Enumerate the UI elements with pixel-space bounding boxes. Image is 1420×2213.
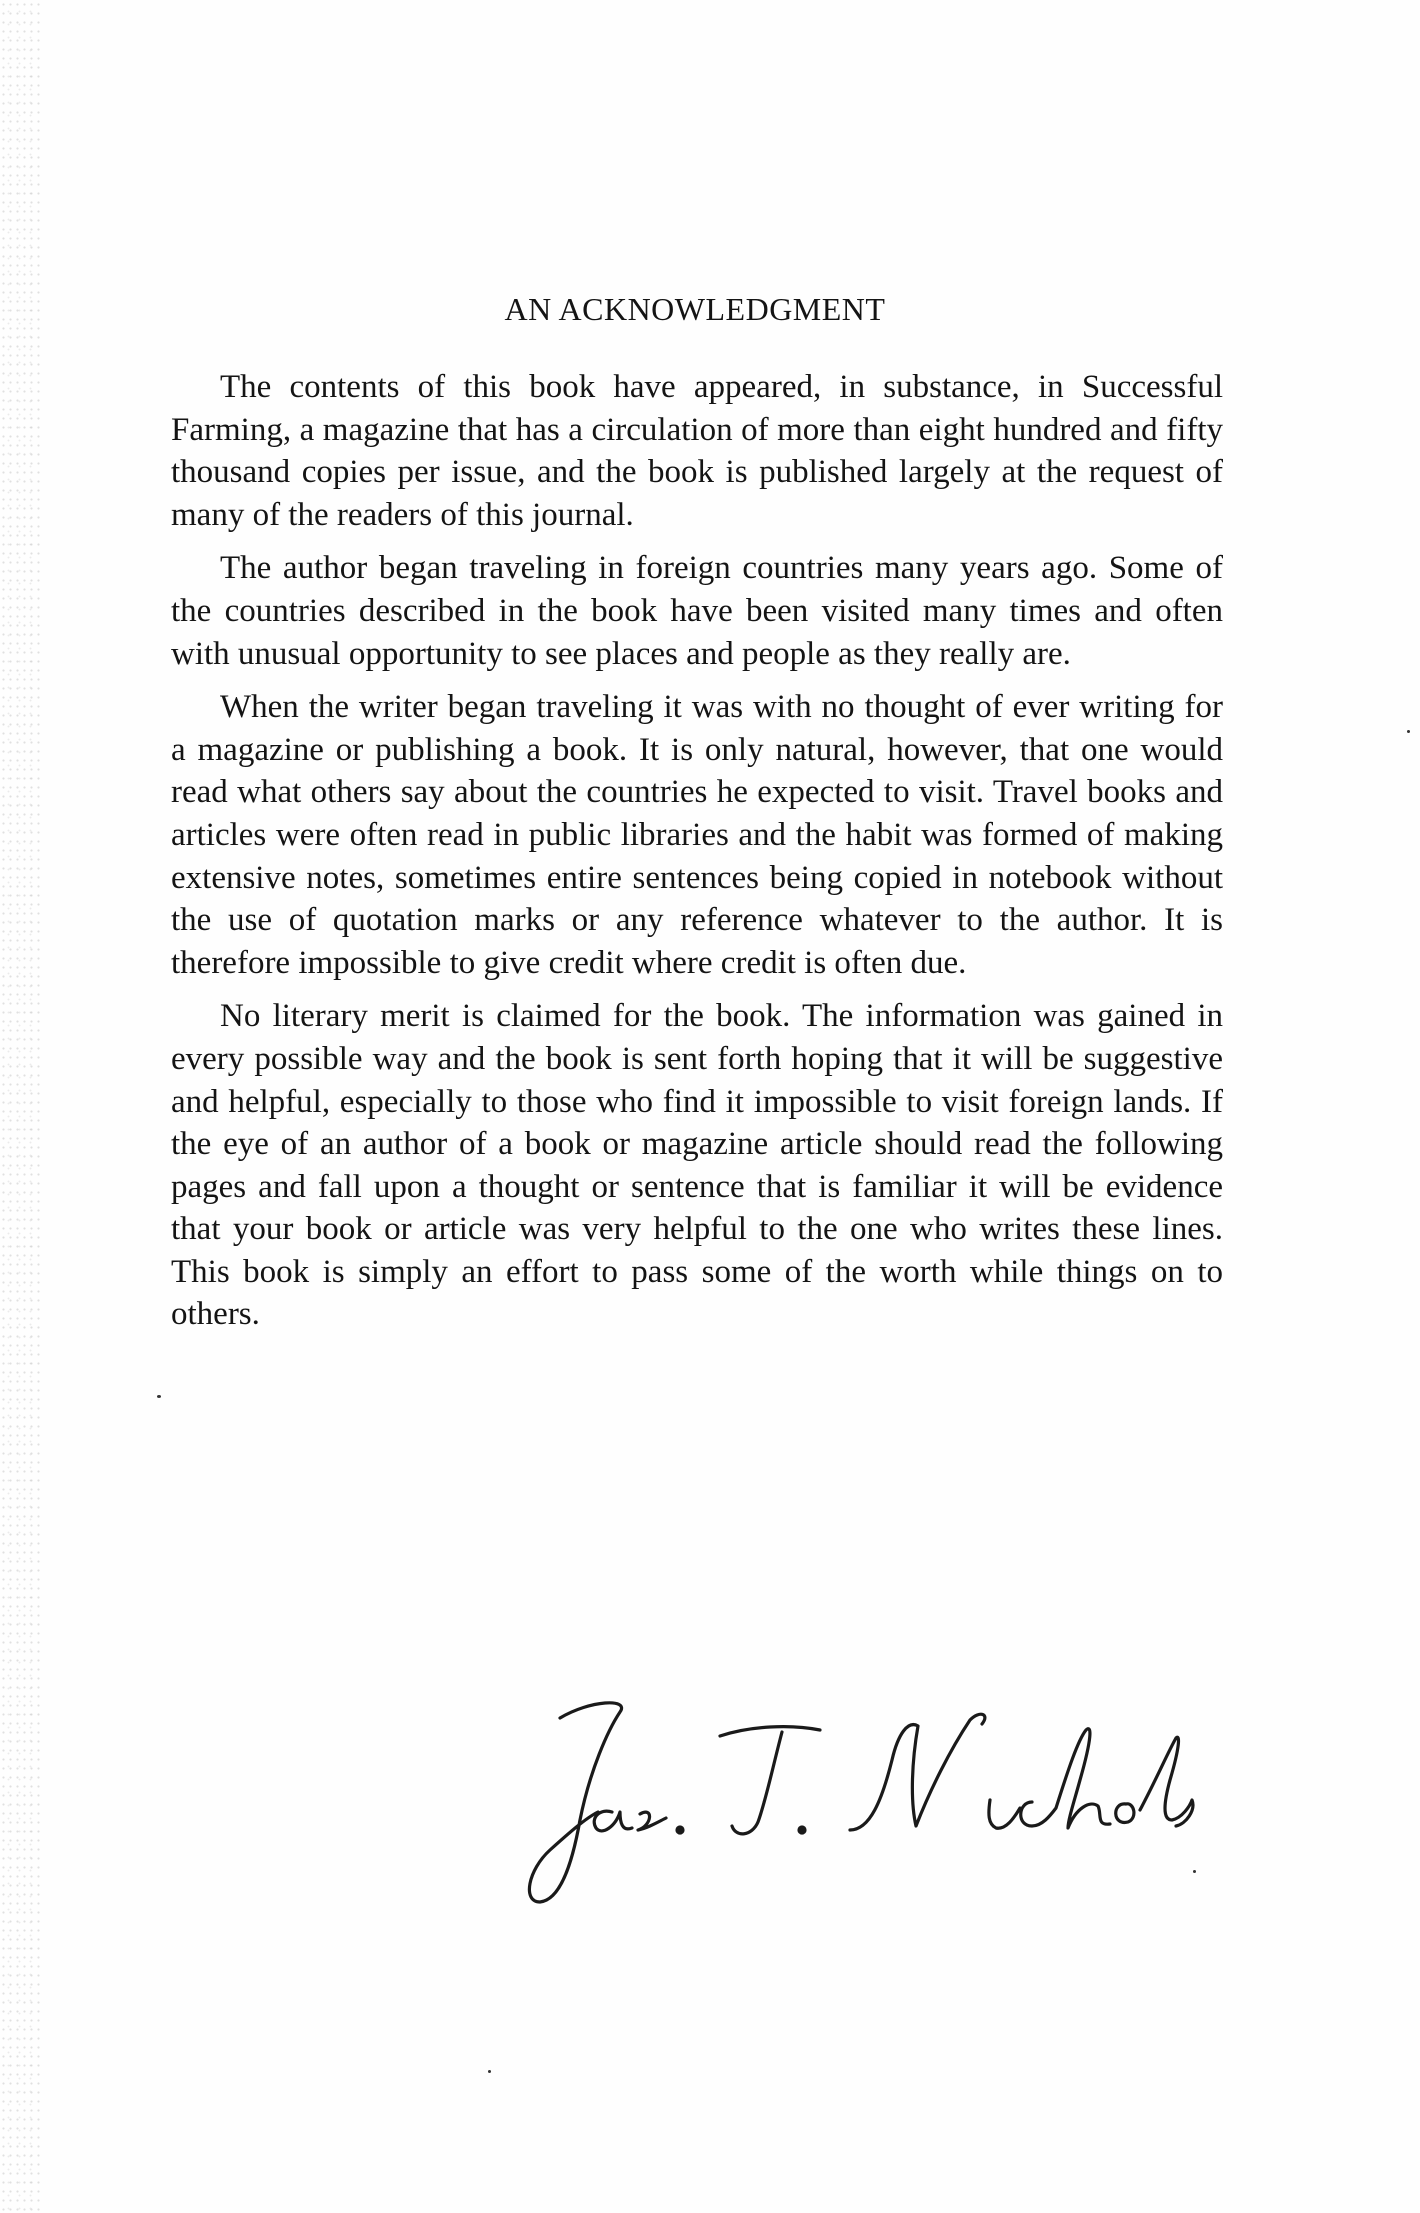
signature-drawing: [520, 1690, 1200, 1920]
signature-stroke-as: [594, 1811, 666, 1831]
paragraph-4: No literary merit is claimed for the book. The information was gained in every possible way and the book is sent forth hoping that it will be suggestive and helpful, especially to those who find it impossible to visit foreign lands. If the eye of an author of a book or magazine article should read the following pages and fall upon a thought or sentence that is familiar it will be evidence that your book or article was very helpful to the one who writes these lines. This book is simply an effort to pass some of the worth while things on to others.: [171, 998, 1223, 1333]
acknowledgment-body: [171, 366, 1223, 1347]
paragraph-1: The contents of this book have appeared, in substance, in Successful Farming, a magazine that has a circulation of more than eight hundred and fifty thousand copies per issue, and the book is published largely at the request of many of the readers of this journal.: [171, 369, 1223, 533]
signature-stroke-T: [720, 1727, 820, 1834]
signature-stroke-ichols: [989, 1729, 1193, 1829]
speck: [488, 2070, 491, 2073]
speck: [1193, 1870, 1196, 1873]
page-title: AN ACKNOWLEDGMENT: [504, 291, 886, 327]
paragraph-2: The author began traveling in foreign countries many years ago. Some of the countries described in the book have been visited many times and often with unusual opportunity to see places and people as they really are.: [171, 550, 1223, 672]
signature-dot-2: [799, 1827, 805, 1833]
signature-dot-1: [677, 1827, 683, 1833]
signature-stroke-N: [850, 1714, 985, 1830]
binding-edge-speckle: [0, 0, 40, 2213]
speck: [1407, 730, 1410, 733]
signature-stroke-J: [529, 1703, 621, 1902]
speck: [157, 1395, 161, 1398]
author-signature: [520, 1690, 1200, 1920]
paragraph-3: When the writer began traveling it was with no thought of ever writing for a magazine or publishing a book. It is only natural, however, that one would read what others say about the countries he expected to visit. Travel books and articles were often read in public libraries and the habit was formed of making extensive notes, sometimes entire sentences being copied in notebook without the use of quotation marks or any reference whatever to the author. It is therefore impossible to give credit where credit is often due.: [171, 689, 1223, 981]
